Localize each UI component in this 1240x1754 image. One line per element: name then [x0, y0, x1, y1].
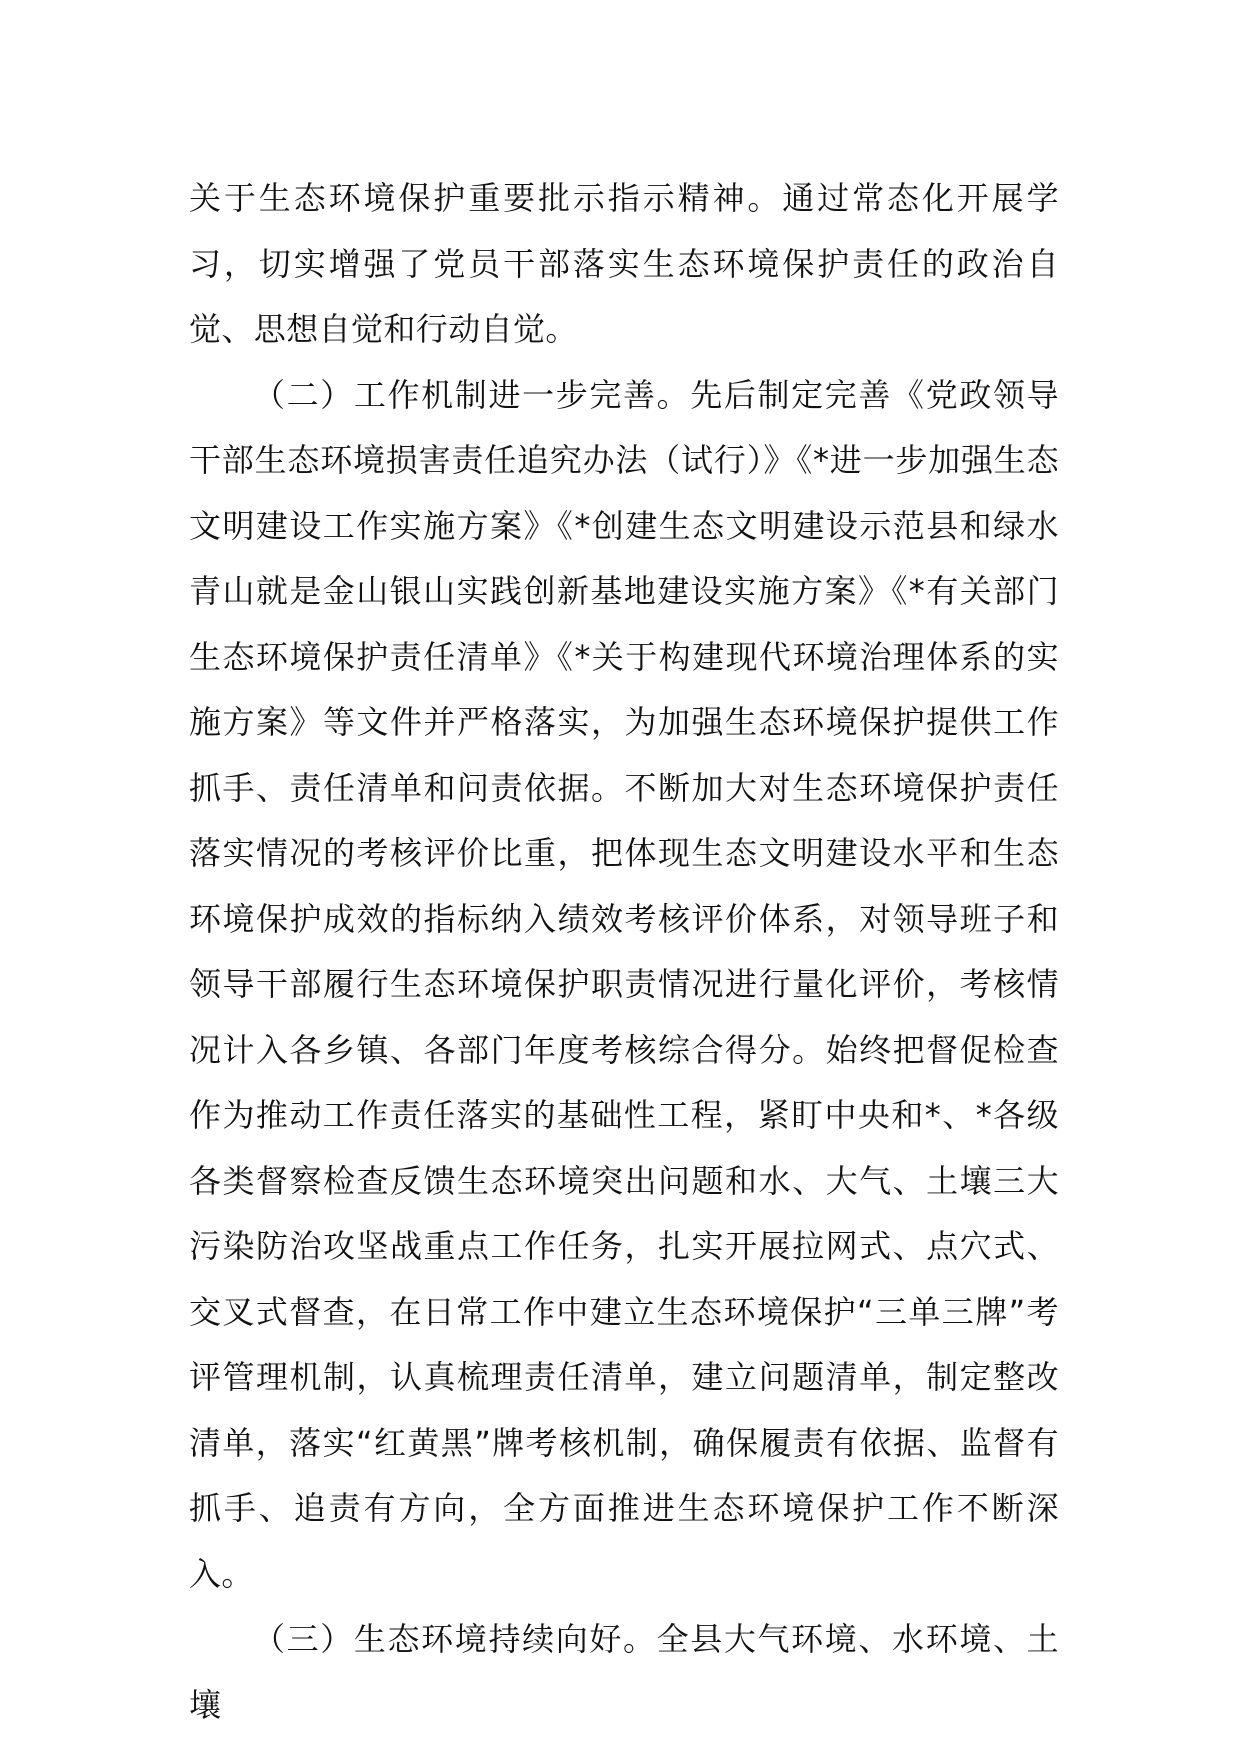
paragraph-continuation: 关于生态环境保护重要批示指示精神。通过常态化开展学习，切实增强了党员干部落实生态环境保护责任的政治自觉、思想自觉和行动自觉。	[189, 179, 1059, 348]
document-body	[189, 166, 1059, 1738]
paragraph-work-mechanism: （二）工作机制进一步完善。先后制定完善《党政领导干部生态环境损害责任追究办法（试行）》《*进一步加强生态文明建设工作实施方案》《*创建生态文明建设示范县和绿水青山就是金山银山实践创新基地建设实施方案》《*有关部门生态环境保护责任清单》《*关于构建现代环境治理体系的实施方案》等文件并严格落实，为加强生态环境保护提供工作抓手、责任清单和问责依据。不断加大对生态环境保护责任落实情况的考核评价比重，把体现生态文明建设水平和生态环境保护成效的指标纳入绩效考核评价体系，对领导班子和领导干部履行生态环境保护职责情况进行量化评价，考核情况计入各乡镇、各部门年度考核综合得分。始终把督促检查作为推动工作责任落实的基础性工程，紧盯中央和*、*各级各类督察检查反馈生态环境突出问题和水、大气、土壤三大污染防治攻坚战重点工作任务，扎实开展拉网式、点穴式、交叉式督查，在日常工作中建立生态环境保护“三单三牌”考评管理机制，认真梳理责任清单，建立问题清单，制定整改清单，落实“红黄黑”牌考核机制，确保履责有依据、监督有抓手、追责有方向，全方面推进生态环境保护工作不断深入。	[189, 375, 1059, 1593]
paragraph-ecological-environment: （三）生态环境持续向好。全县大气环境、水环境、土壤	[189, 1620, 1059, 1724]
